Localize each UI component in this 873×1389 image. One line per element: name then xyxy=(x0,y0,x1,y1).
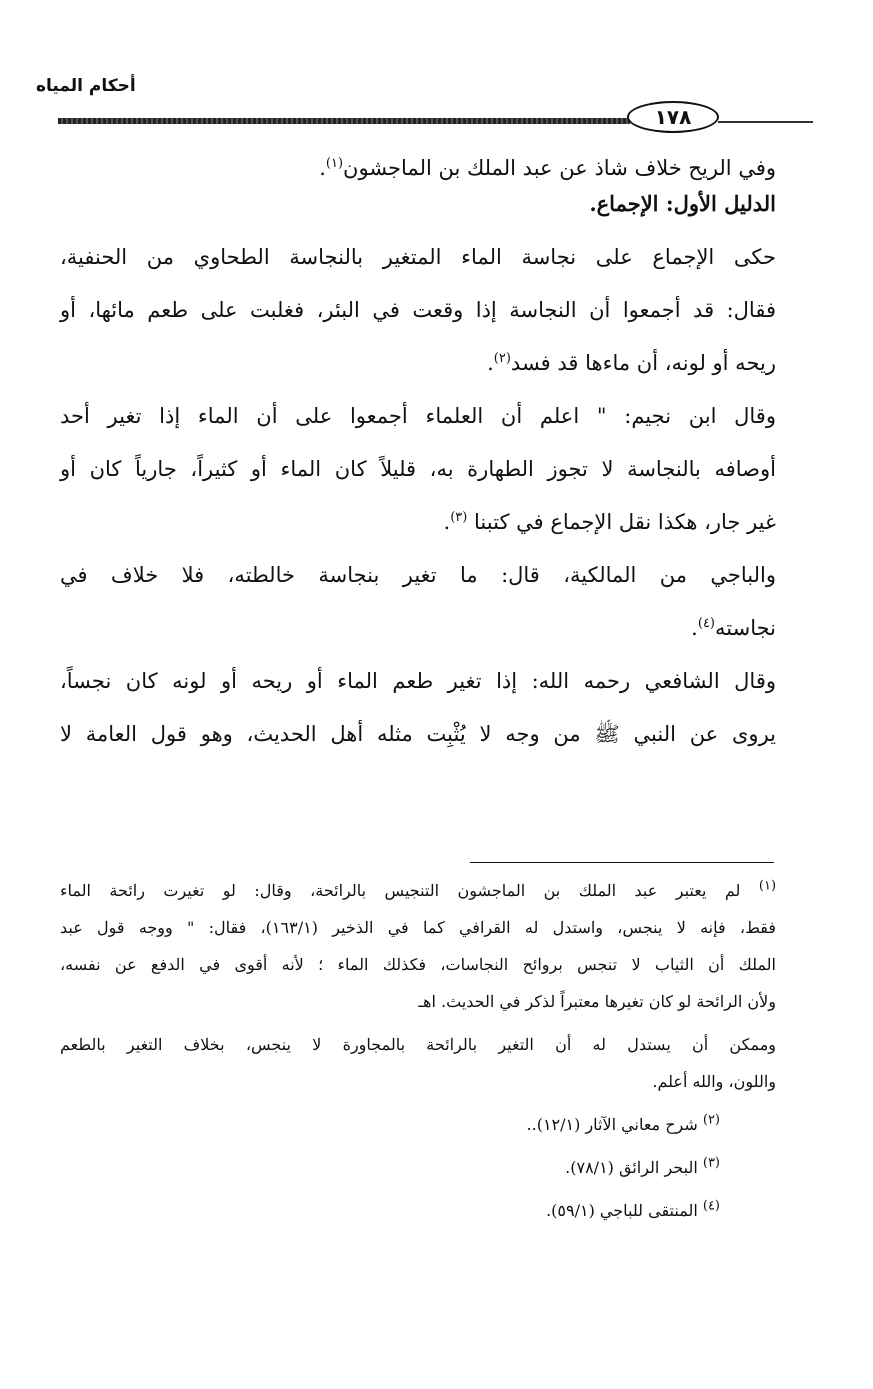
text-line: حكى الإجماع على نجاسة الماء المتغير بالنجاسة الطحاوي من الحنفية، xyxy=(60,245,776,269)
main-text xyxy=(60,150,776,752)
footnote-ref: (١) xyxy=(325,156,344,171)
text-line: يروى عن النبي ﷺ من وجه لا يُثْبِت مثله أهل الحديث، وهو قول العامة لا xyxy=(60,722,776,746)
footnote-line: فقط، فإنه لا ينجس، واستدل له القرافي كما في الذخير (١٦٣/١)، فقال: " ووجه قول عبد xyxy=(60,918,776,937)
footnote-ref: (٣) xyxy=(450,510,468,525)
header-rule-right xyxy=(718,121,813,123)
footnote-2: $^{(٢)}$ شرح معاني الآثار (١٢/١).. xyxy=(526,1112,720,1134)
section-heading: الدليل الأول: الإجماع. xyxy=(589,191,776,216)
text-line: وقال ابن نجيم: " اعلم أن العلماء أجمعوا على أن الماء إذا تغير أحد xyxy=(60,404,776,428)
footnote-4: $^{(٤)}$ المنتقى للباجي (٥٩/١). xyxy=(546,1198,720,1220)
footnote-line: وممكن أن يستدل له أن التغير بالرائحة بالمجاورة لا ينجس، بخلاف التغير بالطعم xyxy=(60,1035,776,1054)
footnote-number: (٣) xyxy=(702,1155,720,1171)
text-line: ريحه أو لونه، أن ماءها قد فسد$^{(٢)}$. xyxy=(487,351,776,375)
running-title: أحكام المياه xyxy=(36,76,136,96)
text-line: وقال الشافعي رحمه الله: إذا تغير طعم الماء أو ريحه أو لونه كان نجساً، xyxy=(60,669,776,693)
footnote-line: الملك أن الثياب لا تنجس بروائح النجاسات، فكذلك الماء ؛ لأنه أقوى في الدفع عن نفسه، xyxy=(60,955,776,974)
footnotes xyxy=(60,872,776,1229)
footnote-number: (٤) xyxy=(702,1198,720,1214)
text-line: نجاسته$^{(٤)}$. xyxy=(691,616,776,640)
text-line: غير جار، هكذا نقل الإجماع في كتبنا $^{(٣)}$. xyxy=(443,510,776,534)
page-number: ١٧٨ xyxy=(627,101,719,133)
text-line: والباجي من المالكية، قال: ما تغير بنجاسة خالطته، فلا خلاف في xyxy=(60,563,776,587)
footnote-1: $^{(١)}$ لم يعتبر عبد الملك بن الماجشون التنجيس بالرائحة، وقال: لو تغيرت رائحة الماء xyxy=(60,878,777,900)
text-line: وفي الريح خلاف شاذ عن عبد الملك بن الماجشون$^{(١)}$. xyxy=(319,156,776,180)
header-rule xyxy=(58,118,630,124)
text-line: فقال: قد أجمعوا أن النجاسة إذا وقعت في البئر، فغلبت على طعم مائها، أو xyxy=(60,298,776,322)
footnote-line: ولأن الرائحة لو كان تغيرها معتبراً لذكر في الحديث. اهـ xyxy=(418,992,776,1011)
footnote-ref: (٤) xyxy=(697,616,715,631)
footnote-ref: (٢) xyxy=(493,351,511,366)
footnote-line: واللون، والله أعلم. xyxy=(652,1072,776,1091)
footnote-separator xyxy=(470,862,774,863)
footnote-number: (١) xyxy=(758,878,777,894)
text-line: أوصافه بالنجاسة لا تجوز الطهارة به، قليلاً كان الماء أو كثيراً، جارياً كان أو xyxy=(60,457,776,481)
footnote-3: $^{(٣)}$ البحر الرائق (٧٨/١). xyxy=(565,1155,720,1177)
footnote-number: (٢) xyxy=(702,1112,720,1128)
